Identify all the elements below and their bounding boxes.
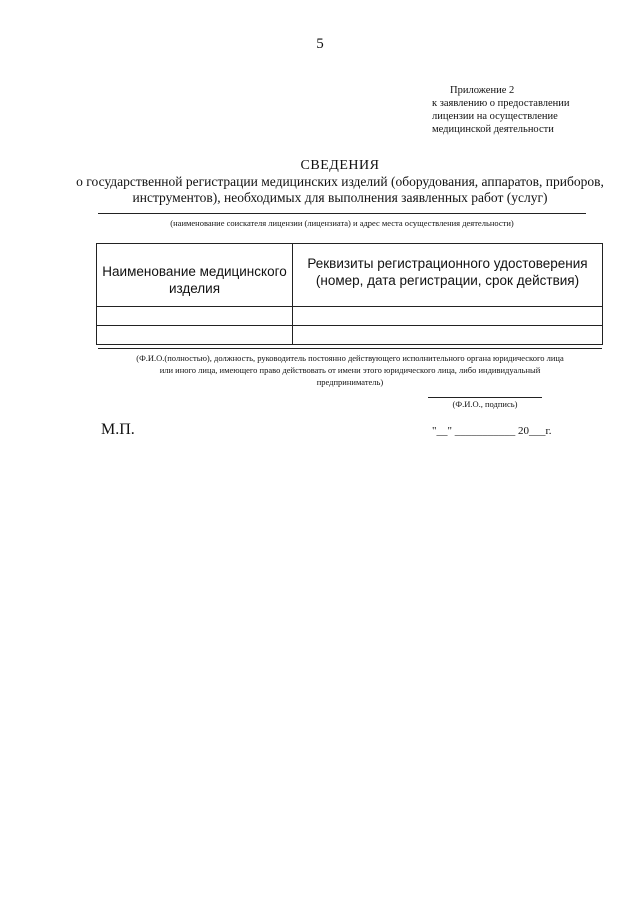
stamp-placeholder: М.П. — [101, 421, 135, 438]
table-cell[interactable] — [97, 326, 293, 345]
header-certificate-line-2: (номер, дата регистрации, срок действия) — [315, 273, 580, 288]
fio-caption-line-2: или иного лица, имеющего право действовать от имени этого юридического лица, либо индивидуальный — [159, 365, 541, 375]
applicant-field-line — [98, 213, 586, 214]
fio-caption-line-1: (Ф.И.О.(полностью), должность, руководитель постоянно действующего исполнительного органа юридического лица — [136, 353, 564, 363]
header-device-name-line-2: изделия — [168, 281, 221, 296]
table-cell[interactable] — [293, 326, 603, 345]
header-device-name — [97, 244, 293, 307]
applicant-caption: (наименование соискателя лицензии (лицензиата) и адрес места осуществления деятельности) — [170, 218, 514, 228]
signature-caption: (Ф.И.О., подпись) — [452, 399, 518, 409]
fio-caption — [98, 352, 602, 388]
appendix-note — [432, 84, 570, 136]
appendix-line-3: лицензии на осуществление — [432, 111, 558, 122]
subtitle-line-1: о государственной регистрации медицинских изделий (оборудования, аппаратов, приборов, — [76, 174, 604, 189]
fio-field-line — [98, 348, 602, 349]
appendix-line-4: медицинской деятельности — [432, 124, 554, 135]
table-header-row — [97, 244, 603, 307]
page-number: 5 — [316, 36, 324, 52]
header-certificate-details — [293, 244, 603, 307]
appendix-line-1: Приложение 2 — [450, 85, 515, 96]
table-row — [97, 307, 603, 326]
table-row — [97, 326, 603, 345]
date-field: "__" ___________ 20___г. — [432, 425, 552, 437]
appendix-line-2: к заявлению о предоставлении — [432, 98, 570, 109]
table-cell[interactable] — [293, 307, 603, 326]
document-subtitle — [75, 174, 605, 206]
table-cell[interactable] — [97, 307, 293, 326]
header-device-name-line-1: Наименование медицинского — [102, 264, 287, 279]
document-title: СВЕДЕНИЯ — [300, 158, 380, 173]
signature-field-line — [428, 397, 542, 398]
fio-caption-line-3: предприниматель) — [316, 377, 384, 387]
header-certificate-line-1: Реквизиты регистрационного удостоверения — [307, 256, 588, 271]
subtitle-line-2: инструментов), необходимых для выполнения заявленных работ (услуг) — [132, 190, 548, 205]
registration-table — [96, 243, 603, 345]
